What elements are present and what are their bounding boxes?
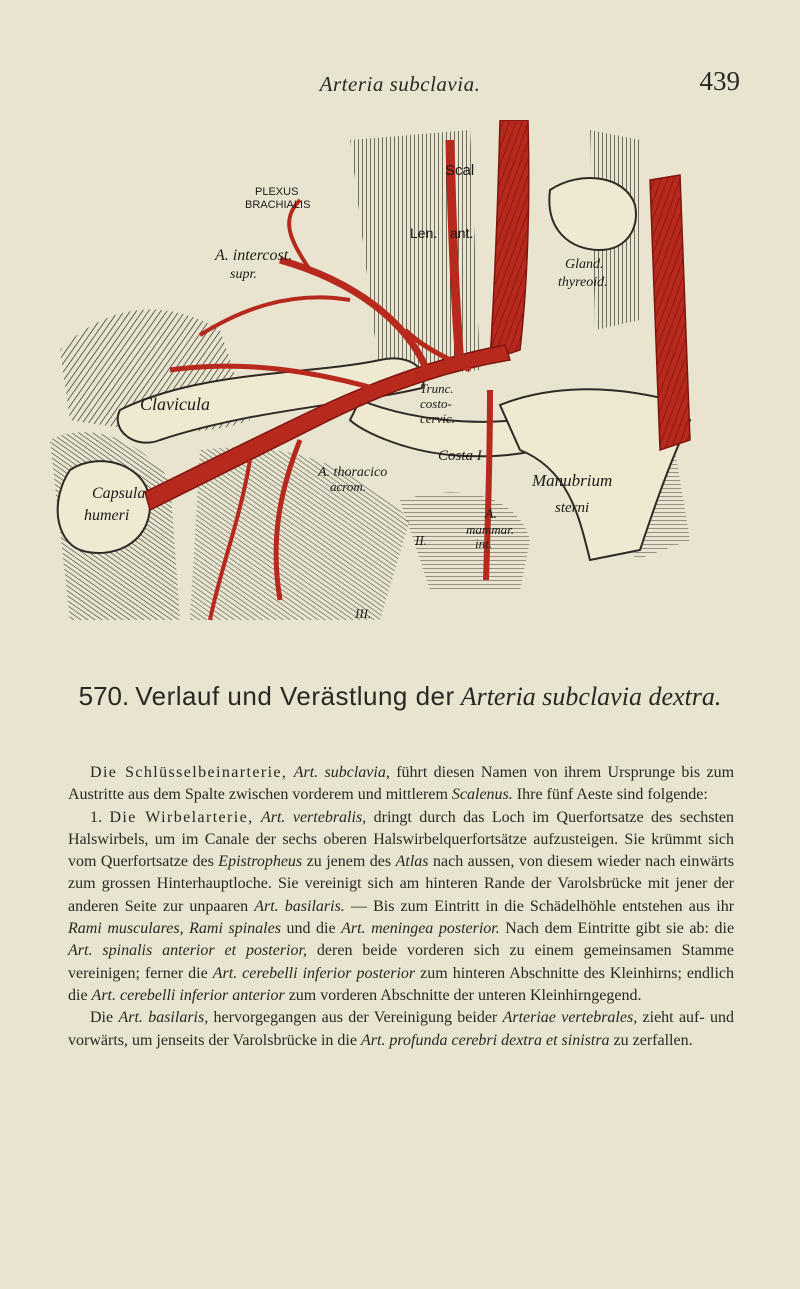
figure-number: 570. [78,681,130,711]
label-ant: ant. [450,225,474,241]
label-costa: Costa I [438,448,482,464]
paragraph-2 [68,807,734,1008]
p2-spinalis: Art. spinalis anterior et posterior, [68,942,307,960]
label-brachialis: BRACHIALIS [245,199,311,211]
label-len: Len. [410,225,438,241]
p1-text-2: Ihre fünf Aeste sind folgende: [516,786,708,804]
p1-art: Art. subclavia, [293,764,390,781]
caption-text: Verlauf und Verästlung der [135,681,455,711]
label-manubrium: Manubrium [532,471,613,490]
p3-basilaris: Art. basilaris, [118,1009,209,1027]
label-int: int. [475,536,492,551]
p2-text-9: zum vorderen Abschnitte der unteren Kleinhirngegend. [288,986,642,1004]
label-cervic: cervic. [420,411,456,426]
label-humeri: humeri [84,507,130,524]
p2-text-4: — Bis zum Eintritt in die Schädelhöhle entstehen aus ihr [350,897,735,915]
p2-text-8: zum hinteren Abschnitte des Kleinhirns; endlich die [68,964,735,1004]
label-capsula: Capsula [92,485,146,502]
p2-atlas: Atlas [395,853,429,871]
p2-text-5: und die [286,920,336,938]
p2-art: Art. vertebralis, [260,808,367,826]
p2-text-3: nach aussen, von diesem wieder nach einwärts zum grossen Hinterhauptloche. Sie vereinigt sich am hinteren Rande der Varolsbrücke mit jener der anderen Seite zur unpaaren [68,853,735,915]
label-thyreoid: thyreoid. [558,275,608,290]
p2-text-2: zu jenem des [306,853,392,871]
label-roman-ii: II. [415,533,427,548]
p2-epistropheus: Epistropheus [218,853,303,871]
thyroid-gland [549,178,636,250]
p3-text-0: Die [90,1009,114,1027]
anatomical-plate [50,120,720,650]
transverse-cervical-artery [200,297,350,335]
p2-term: Die Wirbelarterie, [109,808,254,826]
label-clavicula: Clavicula [140,394,210,414]
internal-mammary-artery [486,390,490,580]
paragraph-1 [68,762,734,807]
label-a: A. [485,507,498,522]
p2-cerebelli-inf-post: Art. cerebelli inferior posterior [212,964,416,982]
p2-rami-musculares: Rami musculares, [68,920,184,938]
label-costo: costo- [420,396,452,411]
label-supr: supr. [230,267,257,282]
p2-num: 1. [90,808,102,826]
label-roman-iii: III. [355,606,372,621]
p2-meningea: Art. meningea posterior. [341,920,500,938]
label-gland: Gland. [565,257,604,272]
running-title: Arteria subclavia. [319,72,481,96]
p3-text-2: zieht auf- und vorwärts, um jenseits der Varolsbrücke in die [68,1009,735,1049]
caption-italic: Arteria subclavia dextra. [460,682,722,711]
page-number: 439 [699,66,740,96]
label-sterni: sterni [555,500,590,516]
p2-text-1: dringt durch das Loch im Querfortsatze des sechsten Halswirbels, um im Canale der sechs oberen Halswirbelquerfortsätze aufzusteigen. Sie krümmt sich vom Querfortsatze des [68,808,734,871]
label-scal: Scal [445,162,475,179]
label-mammar: mammar. [466,522,515,537]
p2-text-7: deren beide vorderen sich zu einem gemeinsamen Stamme vereinigen; ferner die [68,942,735,982]
common-carotid-artery [490,120,529,360]
label-acrom: acrom. [330,479,366,494]
label-trunc: Trunc. [420,381,454,396]
p1-text-1: führt diesen Namen von ihrem Ursprunge bis zum Austritte aus dem Spalte zwischen vorderem und mittlerem [68,764,735,804]
subclavian-artery-engraving [50,120,720,650]
label-plexus: PLEXUS [255,186,299,198]
p2-cerebelli-inf-ant: Art. cerebelli inferior anterior [91,986,285,1004]
paragraph-3 [68,1007,734,1052]
label-a-thoracico: A. thoracico [318,465,388,480]
p1-scalenus: Scalenus. [451,786,513,804]
p2-text-6: Nach dem Eintritte gibt sie ab: die [505,920,735,938]
figure-caption [60,681,740,712]
p3-text-1: hervorgegangen aus der Vereinigung beider [213,1009,498,1027]
body-text [68,762,734,1052]
p2-rami-spinales: Rami spinales [189,920,281,938]
p3-text-3: zu zerfallen. [613,1031,693,1049]
p2-basilaris: Art. basilaris. [254,897,345,915]
p3-profunda: Art. profunda cerebri dextra et sinistra [360,1031,610,1049]
label-a-intercost: A. intercost. [215,247,293,264]
p1-term: Die Schlüsselbeinarterie, [90,764,288,781]
p3-vertebrales: Arteriae vertebrales, [502,1009,638,1027]
running-head [60,66,740,102]
